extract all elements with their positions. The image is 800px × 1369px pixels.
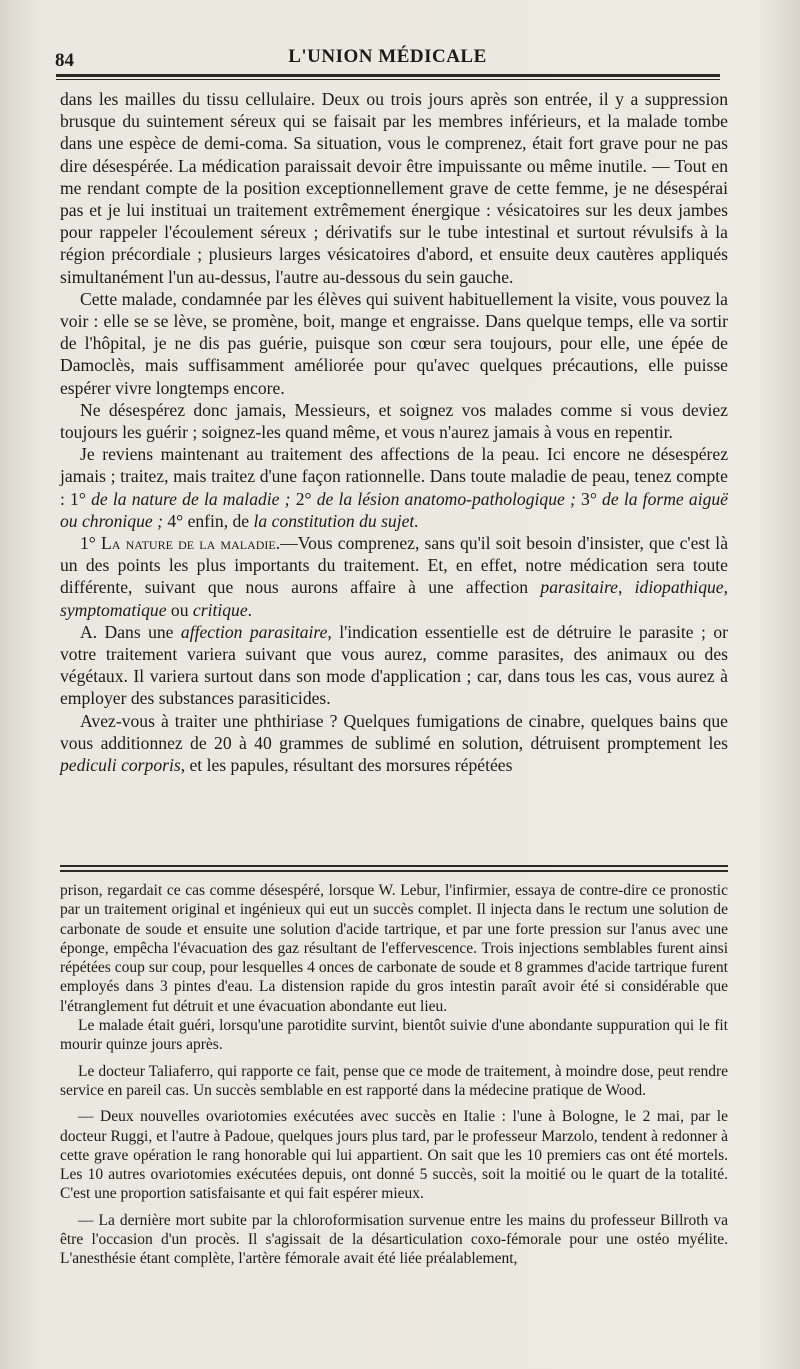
- italic-run: de la forme aiguë ou chronique ;: [60, 488, 728, 531]
- page-header: [55, 42, 720, 72]
- italic-run: symptomatique: [60, 599, 167, 620]
- footnote-separator: [60, 865, 728, 872]
- main-text: [60, 88, 728, 776]
- italic-run: la constitution du sujet.: [253, 510, 419, 531]
- text-run: , et les papules, résultant des morsures répétées: [180, 755, 513, 776]
- italic-run: critique: [192, 599, 248, 620]
- italic-run: pediculi corporis: [60, 755, 181, 776]
- text-run: A. Dans une: [80, 621, 181, 642]
- italic-run: affection parasitaire,: [180, 621, 332, 642]
- paragraph-3: Ne désespérez donc jamais, Messieurs, et soignez vos malades comme si vous deviez toujours les guérir ; soignez-les quand même, et vous n'aurez jamais à vous en repentir.: [60, 399, 728, 443]
- header-rule: [56, 74, 720, 80]
- paragraph-2: Cette malade, condamnée par les élèves qui suivent habituellement la visite, vous pouvez la voir : elle se se lève, se promène, boit, mange et engraisse. Dans quelque temps, elle va sortir de l'hôpital, je ne dis pas guérie, puisque son cœur sera toujours, pour elle, une épée de Damoclès, mais suffisamment améliorée pour qu'avec quelques précautions, elle puisse espérer vivre longtemps encore.: [60, 288, 728, 398]
- paragraph-5: 1° La nature de la maladie.—Vous comprenez, sans qu'il soit besoin d'insister, que c'est là un des points les plus importants du traitement. Et, en effet, notre médication sera toute différente, suivant que nous aurons affaire à une affection parasitaire, idiopathique, symptomatique ou critique.: [60, 533, 729, 620]
- text-run: 1°: [80, 533, 102, 554]
- text-run: 4° enfin, de: [162, 510, 254, 531]
- page-number: 84: [55, 50, 74, 71]
- note-5: — La dernière mort subite par la chloroformisation survenue entre les mains du professeur Billroth va être l'occasion d'un procès. Il s'agissait de la désarticulation coxo-fémorale pour une ostéo myélite. L'anesthésie étant complète, l'artère fémorale avait été liée préalablement,: [60, 1211, 728, 1268]
- italic-run: idiopathique: [634, 577, 724, 598]
- section-heading: La nature de la maladie.: [101, 533, 281, 554]
- paragraph-6: [60, 621, 728, 710]
- note-3: Le docteur Taliaferro, qui rapporte ce fait, pense que ce mode de traitement, à moindre dose, peut rendre service en pareil cas. Un succès semblable en est rapporté dans la médecine pratique de Wood.: [60, 1062, 728, 1099]
- paragraph-4: [60, 443, 728, 532]
- text-run: 2°: [290, 488, 317, 509]
- note-1: prison, regardait ce cas comme désespéré, lorsque W. Lebur, l'infirmier, essaya de contre-dire ce pronostic par un traitement original et ingénieux qui eut un succès complet. Il injecta dans le rectum une solution de carbonate de soude et ensuite une solution d'acide tartrique, et par une forte pression sur l'anus avec une éponge, empêcha l'évacuation des gaz résultant de l'effervescence. Trois injections semblables furent ainsi répétées coup sur coup, pour lesquelles 4 onces de carbonate de soude et 8 grammes d'acide tartrique furent employés dans 3 pintes d'eau. La distension rapide du gros intestin paraît avoir été si considérable que l'étranglement fut détruit et une évacuation abondante eut lieu.: [60, 882, 728, 1015]
- paragraph-1: dans les mailles du tissu cellulaire. Deux ou trois jours après son entrée, il y a suppression brusque du suintement séreux qui se faisait par les membres inférieurs, et la malade tombe dans une espèce de demi-coma. Sa situation, vous le comprenez, était fort grave pour ne pas dire désespérée. La médication paraissait devoir être impuissante ou même inutile. — Tout en me rendant compte de la position exceptionnellement grave de cette femme, je ne désespérai pas et je lui instituai un traitement extrêmement énergique : vésicatoires sur les deux jambes pour rappeler l'écoulement séreux ; dérivatifs sur le tube intestinal et surtout révulsifs à la région précordiale ; plusieurs larges vésicatoires d'abord, et ensuite deux cautères appliqués simultanément l'un au-dessus, l'autre au-dessous du sein gauche.: [60, 89, 728, 287]
- note-2: Le malade était guéri, lorsqu'une parotidite survint, bientôt suivie d'une abondante suppuration qui le fit mourir quinze jours après.: [60, 1017, 728, 1054]
- note-4: — Deux nouvelles ovariotomies exécutées avec succès en Italie : l'une à Bologne, le 2 mai, par le docteur Ruggi, et l'autre à Padoue, quelques jours plus tard, par le professeur Marzolo, tendent à redonner à cette grave opération le rang honorable qui lui appartient. On sait que les 10 premiers cas ont été mortels. Les 10 autres ovariotomies exécutées depuis, ont donné 5 succès, soit la moitié ou le quart de la totalité. C'est une proportion satisfaisante et qui fait espérer mieux.: [60, 1108, 728, 1203]
- text-run: Je reviens maintenant au traitement des affections de la peau. Ici encore ne désespérez jamais ; traitez, mais traitez d'une façon rationnelle. Dans toute maladie de peau, tenez compte : 1°: [60, 444, 728, 509]
- paragraph-7: [60, 710, 728, 777]
- footnotes: [60, 881, 728, 1269]
- text-run: —Vous comprenez, sans qu'il soit besoin d'insister, que c'est là un des points les plus importants du traitement. Et, en effet, notre médication sera toute différente, suivant que nous aurons affaire à une affection: [60, 533, 729, 598]
- italic-run: de la lésion anatomo-pathologique ;: [316, 488, 576, 509]
- text-run: 3°: [575, 488, 603, 509]
- italic-run: parasitaire: [540, 577, 618, 598]
- text-run: ou: [166, 599, 193, 620]
- running-title: L'UNION MÉDICALE: [288, 46, 487, 67]
- italic-run: de la nature de la maladie ;: [91, 488, 291, 509]
- text-run: Avez-vous à traiter une phthiriase ? Quelques fumigations de cinabre, quelques bains que vous additionnez de 20 à 40 grammes de sublimé en solution, détruisent promptement les: [60, 710, 728, 753]
- text-run: l'indication essentielle est de détruire le parasite ; or votre traitement variera suivant que vous aurez, comme parasites, des animaux ou des végétaux. Il variera surtout dans son mode d'application ; car, dans tous les cas, vous aurez à employer des substances parasiticides.: [60, 621, 728, 709]
